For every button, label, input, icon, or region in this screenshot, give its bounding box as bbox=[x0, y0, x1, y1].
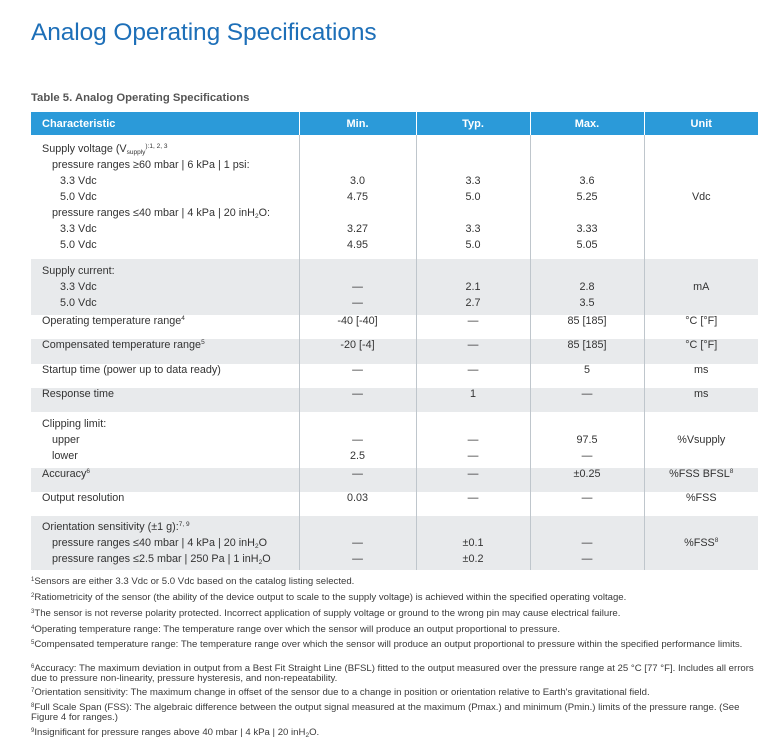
cell-max bbox=[530, 135, 644, 259]
clipping-label: Clipping limit: bbox=[42, 418, 107, 430]
cell-typ: — bbox=[416, 492, 530, 516]
footnote-2: $^2$Ratiometricity of the sensor (the ability of the device output to scale to the supply voltage) is achieved within the specified operating voltage. bbox=[31, 592, 627, 603]
row-operating-temperature bbox=[31, 315, 758, 339]
cell-characteristic: Output resolution bbox=[31, 492, 299, 516]
value: 2.1 bbox=[465, 281, 481, 293]
header-unit: Unit bbox=[644, 112, 758, 135]
cell-typ: — bbox=[416, 364, 530, 388]
row-supply-current bbox=[31, 259, 758, 315]
cell-typ: 1 bbox=[416, 388, 530, 412]
value: — bbox=[352, 434, 363, 446]
voltage-label: 3.3 Vdc bbox=[60, 223, 97, 235]
cell-min: — bbox=[299, 364, 416, 388]
cell-characteristic: Accuracy$^6$ bbox=[31, 468, 299, 492]
cell-characteristic bbox=[31, 135, 299, 259]
row-output-resolution bbox=[31, 492, 758, 516]
cell-characteristic: Compensated temperature range$^5$ bbox=[31, 339, 299, 364]
value: — bbox=[352, 281, 363, 293]
header-min: Min. bbox=[299, 112, 416, 135]
cell-unit: ms bbox=[694, 364, 709, 376]
value: — bbox=[352, 553, 363, 565]
value: — bbox=[581, 553, 593, 565]
cell-typ bbox=[416, 516, 530, 570]
table-header-row bbox=[31, 112, 758, 135]
value: 2.7 bbox=[465, 297, 481, 309]
row-orientation-sensitivity bbox=[31, 516, 758, 570]
footnote-4: $^4$Operating temperature range: The temperature range over which the sensor will produce an output proportional to pressure. bbox=[31, 624, 560, 635]
value: 3.0 bbox=[349, 175, 365, 187]
cell-unit bbox=[644, 135, 758, 259]
value: ±0.1 bbox=[462, 537, 484, 549]
cell-unit: °C [°F] bbox=[685, 315, 718, 327]
value: 5.25 bbox=[576, 191, 598, 203]
page-title: Analog Operating Specifications bbox=[31, 19, 377, 46]
row-clipping-limit bbox=[31, 412, 758, 468]
value: 2.5 bbox=[349, 450, 365, 462]
cell-characteristic: Operating temperature range$^4$ bbox=[31, 315, 299, 339]
row-accuracy bbox=[31, 468, 758, 492]
row-response-time bbox=[31, 388, 758, 412]
cell-min: 0.03 bbox=[299, 492, 416, 516]
cell-unit: %FSS bbox=[685, 492, 717, 504]
value: 3.6 bbox=[579, 175, 595, 187]
voltage-label: 5.0 Vdc bbox=[60, 297, 97, 309]
value: 5.0 bbox=[465, 239, 481, 251]
supply-voltage-label: Supply voltage ($V_{supply}^{):1, 2, 3}$ bbox=[42, 143, 168, 156]
cell-max bbox=[530, 516, 644, 570]
cell-min: -20 [-4] bbox=[299, 339, 416, 364]
cell-unit: ms bbox=[644, 388, 758, 412]
cell-min bbox=[299, 259, 416, 315]
value: — bbox=[467, 450, 479, 462]
footnote-1: $^1$Sensors are either 3.3 Vdc or 5.0 Vdc based on the catalog listing selected. bbox=[31, 576, 355, 587]
cell-min: — bbox=[299, 468, 416, 492]
cell-typ bbox=[416, 259, 530, 315]
value: — bbox=[467, 434, 479, 446]
voltage-label: 3.3 Vdc bbox=[60, 175, 97, 187]
cell-characteristic bbox=[31, 516, 299, 570]
cell-min bbox=[299, 412, 416, 468]
cell-typ: — bbox=[416, 315, 530, 339]
row-supply-voltage bbox=[31, 135, 758, 259]
value: 3.27 bbox=[346, 223, 368, 235]
unit: %FSS$^8$ bbox=[684, 537, 719, 549]
unit: Vdc bbox=[691, 191, 711, 203]
value: 4.75 bbox=[346, 191, 368, 203]
cell-unit: %FSS BFSL$^8$ bbox=[644, 468, 758, 492]
orientation-label: Orientation sensitivity (±1 g):$^{7, 9}$ bbox=[42, 521, 190, 533]
value: — bbox=[352, 297, 363, 309]
value: 3.33 bbox=[576, 223, 598, 235]
cell-max: — bbox=[530, 492, 644, 516]
footnote-5: $^5$Compensated temperature range: The temperature range over which the sensor will produce an output proportional to pressure within the specified performance limits. bbox=[31, 639, 743, 650]
value: 97.5 bbox=[576, 434, 598, 446]
cell-typ bbox=[416, 135, 530, 259]
value: — bbox=[581, 450, 593, 462]
cell-characteristic bbox=[31, 412, 299, 468]
cell-min: — bbox=[299, 388, 416, 412]
header-typ: Typ. bbox=[416, 112, 530, 135]
cell-max: — bbox=[530, 388, 644, 412]
spec-table bbox=[31, 112, 758, 570]
cell-min: -40 [-40] bbox=[299, 315, 416, 339]
value: 3.3 bbox=[465, 175, 481, 187]
cell-typ: — bbox=[416, 468, 530, 492]
cell-characteristic bbox=[31, 259, 299, 315]
cell-characteristic: Response time bbox=[31, 388, 299, 412]
footnote-8: $^8$Full Scale Span (FSS): The algebraic difference between the output signal measured at the maximum (Pmax.) and minimum (Pmin.) limits of the pressure range. (See Figure 4 for ranges.) bbox=[31, 702, 740, 723]
value: — bbox=[581, 537, 593, 549]
value: 5.0 bbox=[465, 191, 481, 203]
cell-max: ±0.25 bbox=[530, 468, 644, 492]
footnote-7: $^7$Orientation sensitivity: The maximum change in offset of the sensor due to a change in position or orientation relative to Earth's gravitational field. bbox=[31, 687, 650, 698]
unit: mA bbox=[693, 281, 710, 293]
footnote-3: $^3$The sensor is not reverse polarity protected. Incorrect application of supply voltage or ground to the wrong pin may cause electrical failure. bbox=[31, 608, 621, 619]
value: 3.5 bbox=[579, 297, 595, 309]
range-label: pressure ranges ≤40 mbar | 4 kPa | 20 inH$_2$O bbox=[52, 537, 268, 550]
voltage-label: 3.3 Vdc bbox=[60, 281, 97, 293]
cell-max: 85 [185] bbox=[530, 339, 644, 364]
cell-max bbox=[530, 412, 644, 468]
value: 4.95 bbox=[346, 239, 368, 251]
header-max: Max. bbox=[530, 112, 644, 135]
voltage-label: 5.0 Vdc bbox=[60, 191, 97, 203]
clipping-upper-label: upper bbox=[52, 434, 80, 446]
row-compensated-temperature bbox=[31, 339, 758, 364]
footnote-9: $^9$Insignificant for pressure ranges above 40 mbar | 4 kPa | 20 inH$_2$O. bbox=[31, 727, 320, 739]
cell-unit bbox=[644, 259, 758, 315]
cell-typ: — bbox=[416, 339, 530, 364]
supply-current-label: Supply current: bbox=[42, 265, 115, 277]
footnote-6: $^6$Accuracy: The maximum deviation in output from a Best Fit Straight Line (BFSL) fitted to the output measured over the pressure range at 25 °C [77 °F]. Includes all errors due to pressure non-linearity, pressure hysteresis, and non-repeatability. bbox=[31, 663, 754, 684]
table-caption: Table 5. Analog Operating Specifications bbox=[31, 92, 250, 104]
voltage-label: 5.0 Vdc bbox=[60, 239, 97, 251]
header-characteristic: Characteristic bbox=[31, 112, 299, 135]
cell-max: 5 bbox=[530, 364, 644, 388]
cell-max bbox=[530, 259, 644, 315]
clipping-lower-label: lower bbox=[52, 450, 78, 462]
cell-unit bbox=[644, 516, 758, 570]
row-startup-time bbox=[31, 364, 758, 388]
unit: %Vsupply bbox=[677, 434, 726, 446]
cell-unit bbox=[644, 412, 758, 468]
value: ±0.2 bbox=[462, 553, 484, 565]
value: 5.05 bbox=[576, 239, 598, 251]
cell-max: 85 [185] bbox=[530, 315, 644, 339]
cell-unit: °C [°F] bbox=[644, 339, 758, 364]
cell-characteristic: Startup time (power up to data ready) bbox=[31, 364, 299, 388]
cell-min bbox=[299, 516, 416, 570]
value: 3.3 bbox=[465, 223, 481, 235]
cell-typ bbox=[416, 412, 530, 468]
value: — bbox=[352, 537, 363, 549]
range-label: pressure ranges ≤40 mbar | 4 kPa | 20 inH$_2$O: bbox=[52, 207, 271, 220]
value: 2.8 bbox=[579, 281, 595, 293]
range-label: pressure ranges ≤2.5 mbar | 250 Pa | 1 inH$_2$O bbox=[52, 553, 271, 566]
cell-min bbox=[299, 135, 416, 259]
range-label: pressure ranges ≥60 mbar | 6 kPa | 1 psi: bbox=[52, 159, 250, 171]
